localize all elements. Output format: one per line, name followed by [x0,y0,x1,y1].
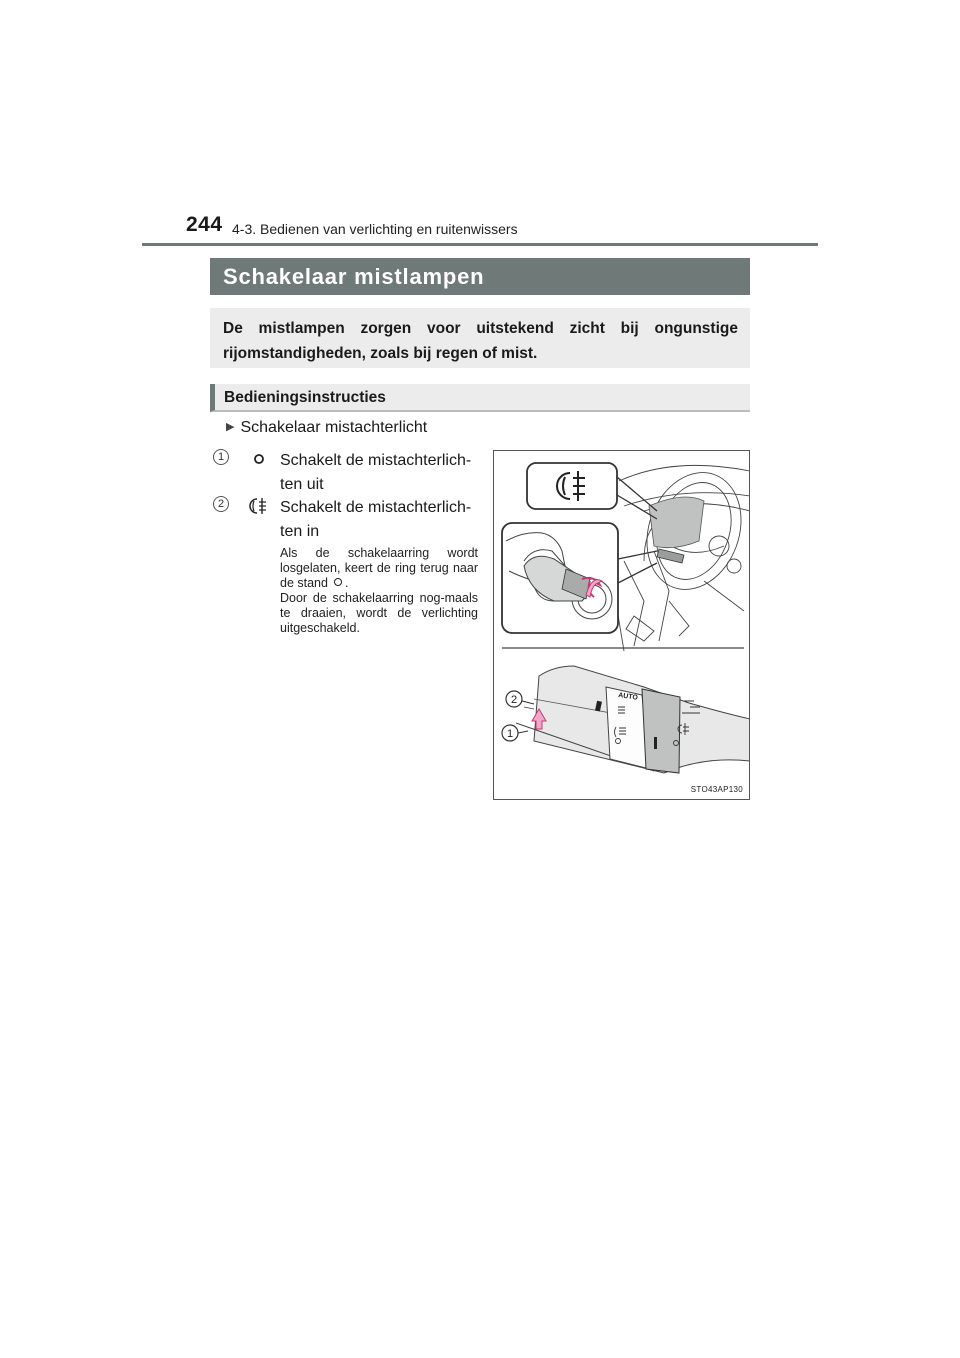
step-text: Schakelt de mistachterlich-ten in [280,499,472,540]
step-number: 2 [213,496,229,512]
triangle-bullet-icon: ▶ [226,421,235,433]
bullet-text: Schakelaar mistachterlicht [240,419,428,436]
figure-code: STO43AP130 [690,785,743,794]
off-circle-icon [334,578,342,586]
note-line-1: Als de schakelaarring wordt losgelaten, keert de ring terug naar de stand . [280,546,478,590]
section-intro: De mistlampen zorgen voor uitstekend zicht bij ongunstige rijomstandigheden, zoals bij regen of mist. [210,308,750,368]
illustration-drawing [494,451,750,800]
fog-switch-illustration [493,450,750,800]
page-number: 244 [186,213,223,236]
chapter-title: 4-3. Bedienen van verlichting en ruitenwissers [232,221,518,237]
bullet-item [226,419,427,437]
note-line-2: Door de schakelaarring nog-maals te draaien, wordt de verlichting uitgeschakeld. [280,591,478,635]
subsection-title: Bedieningsinstructies [210,384,750,412]
step-number: 1 [213,449,229,465]
step-text: Schakelt de mistachterlich-ten uit [280,452,472,493]
callout-2: 2 [510,694,518,706]
callout-1: 1 [506,728,514,740]
rear-fog-light-icon [249,496,269,516]
operation-note [280,546,478,636]
auto-switch-label: AUTO [617,692,639,702]
section-title: Schakelaar mistlampen [210,258,750,295]
off-circle-icon [249,449,269,469]
header-divider [142,243,818,246]
